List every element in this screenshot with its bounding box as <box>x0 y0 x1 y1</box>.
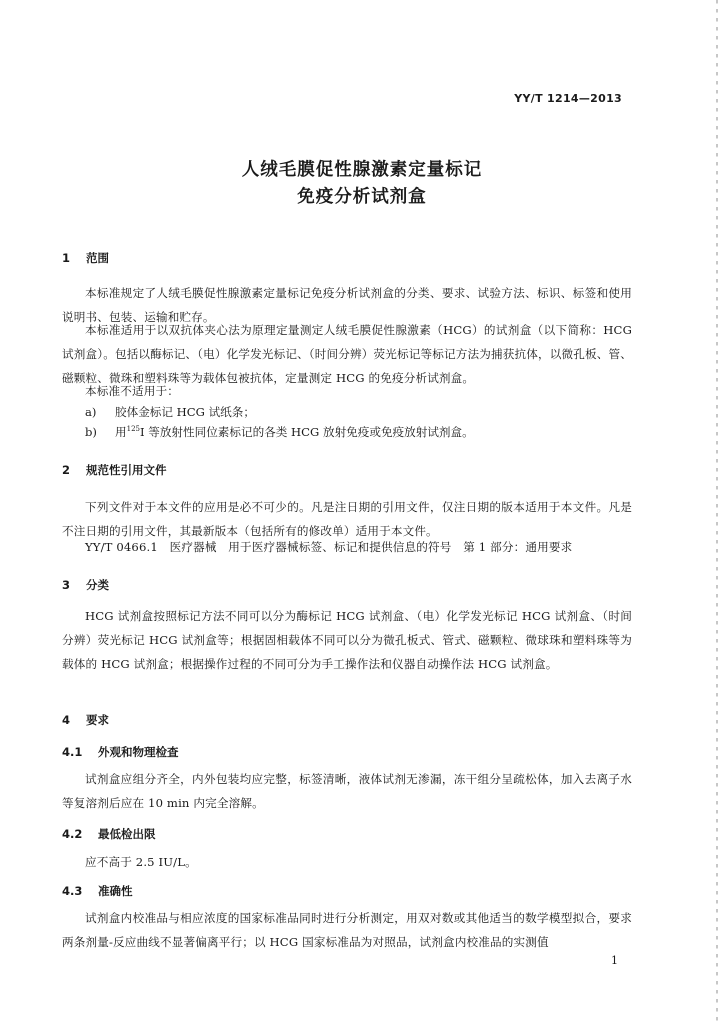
section-title: 范围 <box>86 251 110 265</box>
standard-code: YY/T 1214—2013 <box>514 92 622 105</box>
subsection-number: 4.3 <box>62 884 83 898</box>
list-item-a <box>85 404 255 420</box>
section-1-paragraph-2: 本标准适用于以双抗体夹心法为原理定量测定人绒毛膜促性腺激素（HCG）的试剂盒（以下简称：HCG 试剂盒）。包括以酶标记、（电）化学发光标记、（时间分辨）荧光标记等标记方法为捕获抗体，以微孔板、管、磁颗粒、微珠和塑料珠等为载体包被抗体，定量测定 HCG 的免疫分析试剂盒。 <box>62 323 632 385</box>
subsection-4-2-heading <box>62 826 156 842</box>
list-item-b <box>85 424 474 440</box>
list-text: 胶体金标记 HCG 试纸条； <box>115 405 255 419</box>
section-1-heading <box>62 250 109 266</box>
list-text-post: I 等放射性同位素标记的各类 HCG 放射免疫或免疫放射试剂盒。 <box>139 425 474 439</box>
list-text-pre: 用 <box>115 425 127 439</box>
section-1-paragraph-3: 本标准不适用于： <box>85 384 179 398</box>
document-title-line1: 人绒毛膜促性腺激素定量标记 <box>241 160 483 180</box>
subsection-number: 4.2 <box>62 827 83 841</box>
section-2-heading <box>62 462 167 478</box>
scan-edge-marks <box>716 0 718 1024</box>
section-4-heading <box>62 712 109 728</box>
subsection-title: 最低检出限 <box>98 827 156 841</box>
section-2-paragraph-1: 下列文件对于本文件的应用是必不可少的。凡是注日期的引用文件，仅注日期的版本适用于本文件。凡是不注日期的引用文件，其最新版本（包括所有的修改单）适用于本文件。 <box>62 500 632 538</box>
subsection-4-3-paragraph: 试剂盒内校准品与相应浓度的国家标准品同时进行分析测定，用双对数或其他适当的数学模型拟合，要求两条剂量-反应曲线不显著偏离平行；以 HCG 国家标准品为对照品，试剂盒内校准品的实测值 <box>62 911 632 949</box>
subsection-4-1-heading <box>62 744 179 760</box>
section-number: 3 <box>62 578 71 592</box>
list-label: a) <box>85 405 97 419</box>
page-number: 1 <box>611 954 618 967</box>
normative-reference: YY/T 0466.1 医疗器械 用于医疗器械标签、标记和提供信息的符号 第 1 部分：通用要求 <box>85 540 573 554</box>
section-1-paragraph-1: 本标准规定了人绒毛膜促性腺激素定量标记免疫分析试剂盒的分类、要求、试验方法、标识、标签和使用说明书、包装、运输和贮存。 <box>62 286 632 324</box>
subsection-4-2-paragraph: 应不高于 2.5 IU/L。 <box>85 855 197 869</box>
document-title-line2: 免疫分析试剂盒 <box>297 187 427 207</box>
subsection-number: 4.1 <box>62 745 83 759</box>
section-3-heading <box>62 577 109 593</box>
list-label: b) <box>85 425 97 439</box>
section-number: 2 <box>62 463 71 477</box>
subsection-4-3-heading <box>62 883 133 899</box>
section-number: 4 <box>62 713 71 727</box>
section-title: 要求 <box>86 713 110 727</box>
section-number: 1 <box>62 251 71 265</box>
section-title: 规范性引用文件 <box>86 463 167 477</box>
section-title: 分类 <box>86 578 110 592</box>
subsection-title: 外观和物理检查 <box>98 745 179 759</box>
subsection-title: 准确性 <box>98 884 133 898</box>
isotope-superscript: 125 <box>126 425 140 434</box>
section-3-paragraph-1: HCG 试剂盒按照标记方法不同可以分为酶标记 HCG 试剂盒、（电）化学发光标记 HCG 试剂盒、（时间分辨）荧光标记 HCG 试剂盒等；根据固相载体不同可以分为微孔板式、管式、磁颗粒、微球珠和塑料珠等为载体的 HCG 试剂盒；根据操作过程的不同可分为手工操作法和仪器自动操作法 HCG 试剂盒。 <box>62 609 632 671</box>
subsection-4-1-paragraph: 试剂盒应组分齐全，内外包装均应完整，标签清晰，液体试剂无渗漏，冻干组分呈疏松体，加入去离子水等复溶剂后应在 10 min 内完全溶解。 <box>62 772 632 810</box>
